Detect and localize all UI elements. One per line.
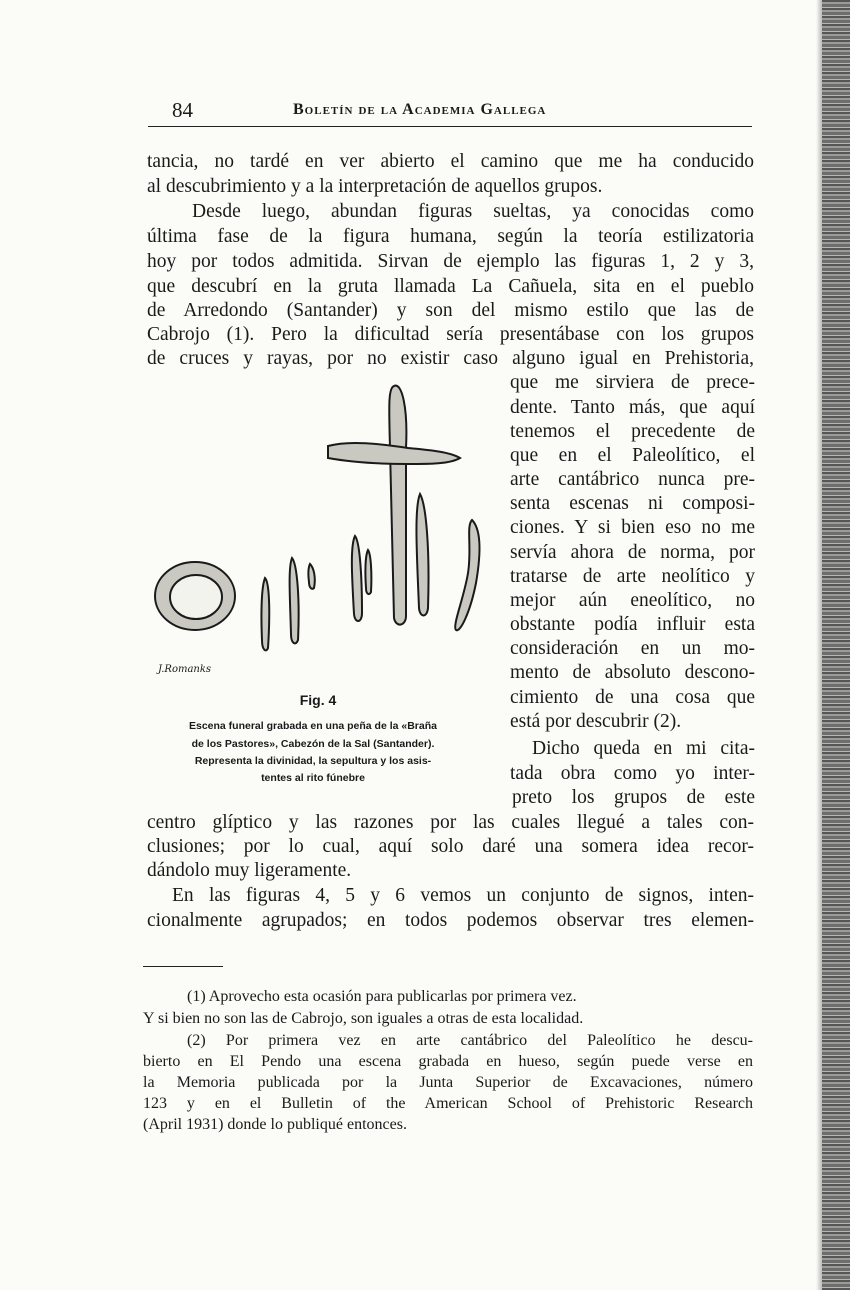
footnote-line: (1) Aprovecho esta ocasión para publicarlas por primera vez.: [187, 988, 577, 1005]
body-line: dándolo muy ligeramente.: [147, 860, 352, 881]
column-line: tratarse de arte neolítico y: [510, 566, 755, 587]
footnote-rule: [143, 966, 223, 967]
attendant-stroke: [308, 564, 314, 589]
column-line: mejor aún eneolítico, no: [510, 590, 755, 611]
column-line: Dicho queda en mi cita-: [532, 738, 755, 759]
figure-caption-line: Representa la divinidad, la sepultura y los asis-: [194, 755, 432, 767]
engraving-figure: [150, 378, 495, 663]
column-line: cimiento de una cosa que: [510, 687, 755, 708]
body-line: Desde luego, abundan figuras sueltas, ya conocidas como: [192, 201, 754, 222]
book-edge-scan: [822, 0, 850, 1290]
column-line: está por descubrir (2).: [510, 711, 682, 732]
page-header: [148, 98, 752, 127]
figure-caption-line: tentes al rito fúnebre: [261, 772, 365, 784]
column-line: arte cantábrico nunca pre-: [510, 469, 755, 490]
column-line: ciones. Y si bien eso no me: [510, 517, 755, 538]
figure-caption-line: Escena funeral grabada en una peña de la «Braña: [188, 720, 437, 732]
attendant-stroke: [352, 536, 362, 621]
attendant-stroke: [455, 520, 479, 630]
body-line: hoy por todos admitida. Sirvan de ejemplo las figuras 1, 2 y 3,: [147, 251, 754, 272]
figure-label: Fig. 4: [299, 692, 337, 708]
column-line: servía ahora de norma, por: [510, 542, 755, 563]
attendant-stroke: [365, 550, 371, 594]
column-line: consideración en un mo-: [510, 638, 755, 659]
footnote-line: bierto en El Pendo una escena grabada en hueso, según puede verse en: [143, 1053, 753, 1070]
footnote-line: (April 1931) donde lo publiqué entonces.: [143, 1116, 407, 1133]
column-line: obstante podía influir esta: [510, 614, 755, 635]
column-line: mento de absoluto descono-: [510, 662, 755, 683]
footnote-line: (2) Por primera vez en arte cantábrico del Paleolítico he descu-: [187, 1032, 753, 1049]
column-line: dente. Tanto más, que aquí: [510, 397, 755, 418]
page-number: 84: [172, 98, 193, 122]
body-line: de cruces y rayas, por no existir caso alguno igual en Prehistoria,: [147, 348, 754, 369]
artist-signature: J.Romanks: [158, 664, 212, 675]
column-line: senta escenas ni composi-: [510, 493, 755, 514]
body-line: cionalmente agrupados; en todos podemos observar tres elemen-: [147, 910, 754, 931]
column-line: tada obra como yo inter-: [510, 763, 755, 784]
column-line: que en el Paleolítico, el: [510, 445, 755, 466]
body-line: En las figuras 4, 5 y 6 vemos un conjunto de signos, inten-: [172, 885, 754, 906]
figure-caption-line: de los Pastores», Cabezón de la Sal (Santander).: [191, 738, 435, 750]
footnote-line: 123 y en el Bulletin of the American School of Prehistoric Research: [143, 1095, 753, 1112]
body-line: tancia, no tardé en ver abierto el camino que me ha conducido: [147, 151, 754, 172]
body-line: al descubrimiento y a la interpretación de aquellos grupos.: [147, 176, 603, 197]
body-line: que descubrí en la gruta llamada La Cañuela, sita en el pueblo: [147, 276, 754, 297]
cross-horizontal-shape: [328, 443, 460, 464]
body-line: centro glíptico y las razones por las cuales llegué a tales con-: [147, 812, 754, 833]
body-line: Cabrojo (1). Pero la dificultad sería presentábase con los grupos: [147, 324, 754, 345]
attendant-stroke: [290, 558, 299, 643]
body-line: clusiones; por lo cual, aquí solo daré una somera idea recor-: [147, 836, 754, 857]
footnote-line: Y si bien no son las de Cabrojo, son iguales a otras de esta localidad.: [143, 1010, 584, 1027]
body-line: última fase de la figura humana, según la teoría estilizatoria: [147, 226, 754, 247]
cross-vertical-shape: [389, 386, 406, 625]
column-line: tenemos el precedente de: [510, 421, 755, 442]
footnote-line: la Memoria publicada por la Junta Superior de Excavaciones, número: [143, 1074, 753, 1091]
attendant-stroke: [261, 578, 269, 650]
body-line: de Arredondo (Santander) y son del mismo estilo que las de: [147, 300, 754, 321]
column-line: preto los grupos de este: [512, 787, 755, 808]
column-line: que me sirviera de prece-: [510, 372, 755, 393]
attendant-stroke: [416, 494, 428, 616]
running-title: Boletín de la Academia Gallega: [293, 101, 547, 118]
